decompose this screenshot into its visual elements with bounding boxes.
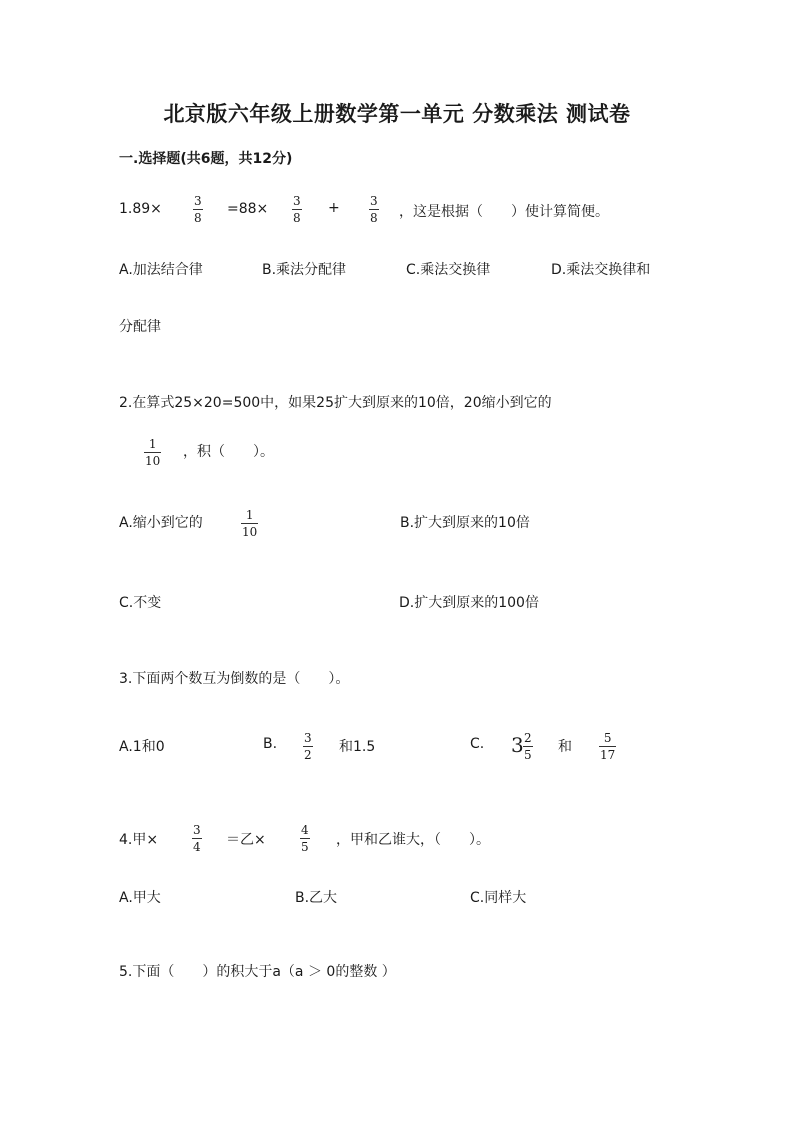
- numerator: 3: [193, 823, 201, 837]
- q3-option-c-fraction-2: [599, 731, 616, 762]
- fraction-bar: [303, 746, 313, 747]
- numerator: 1: [245, 508, 254, 522]
- q3-option-b-label[interactable]: B.: [263, 736, 278, 752]
- q1-plus-sign: +: [328, 200, 340, 216]
- q4-text-part3: ，甲和乙谁大，（ ）。: [336, 832, 490, 848]
- q2-option-d[interactable]: D.扩大到原来的100倍: [399, 595, 539, 611]
- q1-text-part2: =88×: [227, 201, 269, 217]
- q3-stem: 3.下面两个数互为倒数的是（ ）。: [119, 671, 350, 687]
- denominator: 2: [304, 748, 312, 762]
- numerator: 3: [194, 194, 202, 208]
- q1-option-b[interactable]: B.乘法分配律: [262, 262, 347, 278]
- numerator: 5: [603, 731, 612, 745]
- fraction-bar: [241, 523, 258, 524]
- q2-text-line2: ，积（ ）。: [183, 444, 274, 460]
- q1-option-d-continued: 分配律: [119, 319, 161, 335]
- denominator: 8: [293, 211, 301, 225]
- q4-text-part1: 4.甲×: [119, 832, 159, 848]
- q5-stem: 5.下面（ ）的积大于a（a ＞ 0的整数 ）: [119, 964, 396, 980]
- fraction-bar: [192, 838, 202, 839]
- denominator: 5: [301, 840, 309, 854]
- q4-option-b[interactable]: B.乙大: [295, 890, 338, 906]
- q1-fraction-1: [193, 194, 203, 225]
- numerator: 3: [370, 194, 378, 208]
- q3-option-a[interactable]: A.1和0: [119, 739, 165, 755]
- fraction-bar: [144, 452, 161, 453]
- page-title: 北京版六年级上册数学第一单元 分数乘法 测试卷: [163, 101, 631, 126]
- q1-fraction-3: [369, 194, 379, 225]
- q3-option-b-rest: 和1.5: [339, 739, 376, 755]
- q1-text-part1: 1.89×: [119, 201, 162, 217]
- denominator: 5: [524, 748, 532, 762]
- q3-option-b-fraction: [303, 731, 313, 762]
- fraction-bar: [300, 838, 310, 839]
- denominator: 17: [600, 748, 616, 762]
- denominator: 8: [370, 211, 378, 225]
- denominator: 4: [193, 840, 201, 854]
- numerator: 3: [293, 194, 301, 208]
- q1-option-c[interactable]: C.乘法交换律: [406, 262, 491, 278]
- numerator: 4: [301, 823, 309, 837]
- q1-option-a[interactable]: A.加法结合律: [119, 262, 203, 278]
- q2-option-c[interactable]: C.不变: [119, 595, 162, 611]
- q2-fraction: [144, 437, 161, 468]
- q3-option-c-whole: 3: [511, 733, 524, 757]
- q2-option-b[interactable]: B.扩大到原来的10倍: [400, 515, 530, 531]
- q2-option-a-fraction: [241, 508, 258, 539]
- q3-option-c-and: 和: [558, 739, 572, 755]
- q4-fraction-2: [300, 823, 310, 854]
- section-heading: 一.选择题(共6题，共12分): [119, 151, 293, 167]
- q3-option-c-fraction: [523, 731, 533, 762]
- fraction-bar: [523, 746, 533, 747]
- q4-text-part2: ＝乙×: [226, 832, 266, 848]
- q4-fraction-1: [192, 823, 202, 854]
- numerator: 3: [304, 731, 312, 745]
- denominator: 8: [194, 211, 202, 225]
- fraction-bar: [292, 209, 302, 210]
- q3-option-c-label[interactable]: C.: [470, 736, 485, 752]
- denominator: 10: [145, 454, 161, 468]
- q1-fraction-2: [292, 194, 302, 225]
- numerator: 1: [148, 437, 157, 451]
- q4-option-c[interactable]: C.同样大: [470, 890, 527, 906]
- q4-option-a[interactable]: A.甲大: [119, 890, 161, 906]
- fraction-bar: [193, 209, 203, 210]
- q2-option-a[interactable]: A.缩小到它的: [119, 515, 203, 531]
- fraction-bar: [599, 746, 616, 747]
- q2-text-line1: 2.在算式25×20=500中，如果25扩大到原来的10倍，20缩小到它的: [119, 395, 552, 411]
- q1-text-part3: ，这是根据（ ）使计算简便。: [399, 204, 609, 220]
- denominator: 10: [242, 525, 258, 539]
- numerator: 2: [524, 731, 532, 745]
- fraction-bar: [369, 209, 379, 210]
- q1-option-d[interactable]: D.乘法交换律和: [551, 262, 651, 278]
